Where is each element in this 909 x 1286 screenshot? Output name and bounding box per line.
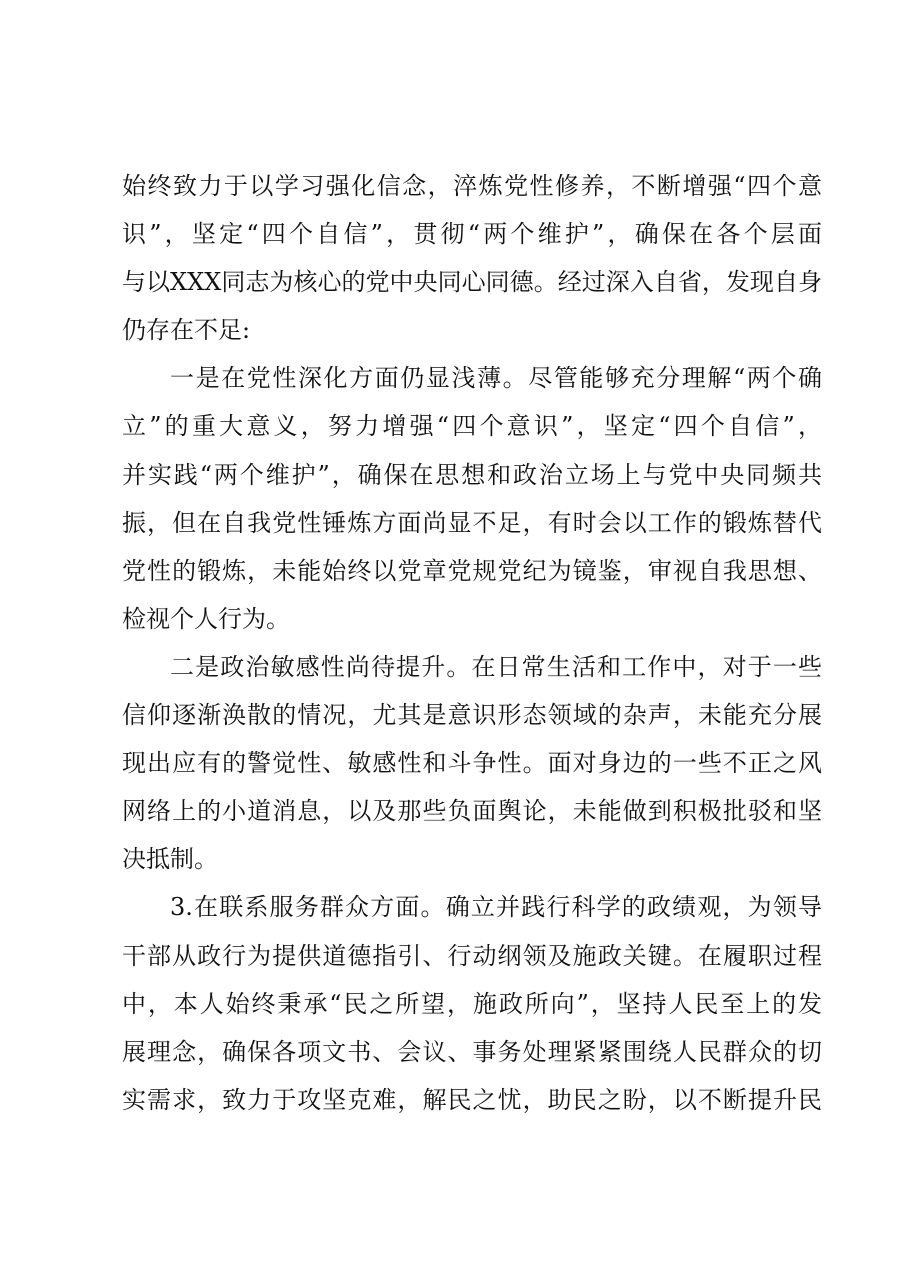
paragraph-party-spirit xyxy=(122,354,822,643)
text-line: 信仰逐渐涣散的情况，尤其是意识形态领域的杂声，未能充分展 xyxy=(122,701,822,730)
text-line: 并实践“两个维护”，确保在思想和政治立场上与党中央同频共 xyxy=(122,460,822,489)
paragraph-self-reflection-intro xyxy=(122,162,822,354)
text-line: 干部从政行为提供道德指引、行动纲领及施政关键。在履职过程 xyxy=(122,941,822,970)
text-line: 中，本人始终秉承“民之所望，施政所向”，坚持人民至上的发 xyxy=(122,989,822,1018)
text-line: 展理念，确保各项文书、会议、事务处理紧紧围绕人民群众的切 xyxy=(122,1037,822,1066)
text-line: 现出应有的警觉性、敏感性和斗争性。面对身边的一些不正之风 xyxy=(122,749,822,778)
text-line: 与以XXX同志为核心的党中央同心同德。经过深入自省，发现自身 xyxy=(122,268,822,297)
text-line: 决抵制。 xyxy=(122,845,218,874)
text-line: 3.在联系服务群众方面。确立并践行科学的政绩观，为领导 xyxy=(170,893,822,922)
paragraph-serving-masses xyxy=(122,883,822,1123)
text-line: 网络上的小道消息，以及那些负面舆论，未能做到积极批驳和坚 xyxy=(122,797,822,826)
text-line: 党性的锻炼，未能始终以党章党规党纪为镜鉴，审视自我思想、 xyxy=(122,556,822,585)
text-line: 二是政治敏感性尚待提升。在日常生活和工作中，对于一些 xyxy=(170,652,822,681)
text-line: 始终致力于以学习强化信念，淬炼党性修养，不断增强“四个意 xyxy=(122,172,822,200)
text-line: 立”的重大意义，努力增强“四个意识”，坚定“四个自信”， xyxy=(122,412,822,441)
text-line: 仍存在不足: xyxy=(122,316,251,345)
text-line: 一是在党性深化方面仍显浅薄。尽管能够充分理解“两个确 xyxy=(170,364,822,393)
text-line: 识”，坚定“四个自信”，贯彻“两个维护”，确保在各个层面 xyxy=(122,220,822,249)
text-line: 检视个人行为。 xyxy=(122,604,290,633)
paragraph-political-sensitivity xyxy=(122,643,822,883)
text-line: 实需求，致力于攻坚克难，解民之忧，助民之盼，以不断提升民 xyxy=(122,1085,822,1114)
text-line: 振，但在自我党性锤炼方面尚显不足，有时会以工作的锻炼替代 xyxy=(122,508,822,537)
document-body xyxy=(122,162,822,1124)
